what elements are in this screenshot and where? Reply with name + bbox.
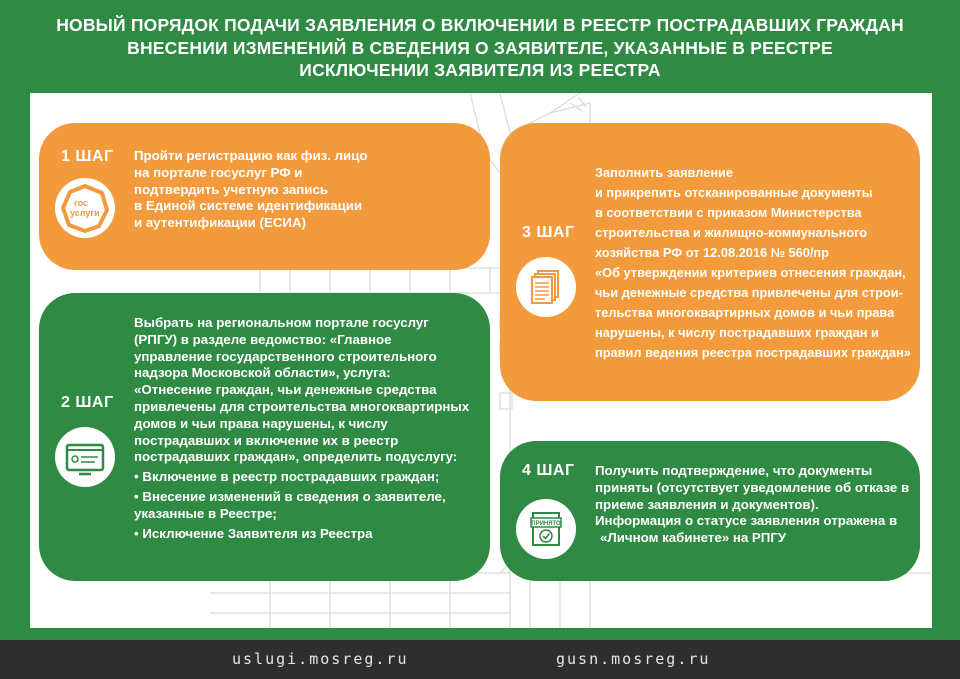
step-2-line: указанные в Реестре;: [134, 505, 277, 521]
step-3-line: тельства многоквартирных домов и чьи права: [595, 305, 895, 320]
step-1-card: [39, 123, 490, 270]
step-3-line: в соответствии с приказом Министерства: [595, 205, 862, 220]
step-1-line: подтвердить учетную запись: [134, 181, 329, 197]
step-3-line: правил ведения реестра пострадавших граждан»: [595, 345, 911, 360]
title-line-2: ВНЕСЕНИИ ИЗМЕНЕНИЙ В СВЕДЕНИЯ О ЗАЯВИТЕЛЕ, УКАЗАННЫЕ В РЕЕСТРЕ: [127, 37, 833, 58]
step-2-label: 2 ШАГ: [61, 394, 114, 411]
step-1-line: в Единой системе идентификации: [134, 198, 363, 214]
step-2-line: пострадавших и включение их в реестр: [134, 432, 399, 448]
step-4-line: Информация о статусе заявления отражена в: [595, 513, 898, 529]
step-3-text: [595, 163, 911, 363]
step-3-card: [500, 123, 920, 401]
step-4-line: «Личном кабинете» на РПГУ: [600, 530, 787, 546]
page-title: [0, 14, 960, 82]
step-4-line: приняты (отсутствует уведомление об отказе в: [595, 479, 910, 495]
step-3-line: Заполнить заявление: [595, 165, 734, 180]
step-2-card: [39, 293, 490, 581]
footer-link-gusn[interactable]: gusn.mosreg.ru: [556, 650, 711, 668]
step-2-line: управление государственного строительного: [134, 348, 437, 364]
step-3-line: и прикрепить отсканированные документы: [595, 185, 873, 200]
footer-link-uslugi[interactable]: uslugi.mosreg.ru: [232, 650, 409, 668]
step-1-line: Пройти регистрацию как физ. лицо: [134, 148, 368, 163]
step-4-line: приеме заявления и документов).: [595, 496, 819, 512]
documents-icon: [516, 257, 576, 317]
step-4-card: [500, 441, 920, 581]
step-3-line: строительства и жилищно-коммунального: [595, 225, 868, 240]
title-line-1: НОВЫЙ ПОРЯДОК ПОДАЧИ ЗАЯВЛЕНИЯ О ВКЛЮЧЕНИИ В РЕЕСТР ПОСТРАДАВШИХ ГРАЖДАН: [56, 15, 904, 35]
step-3-line: нарушены, к числу пострадавших граждан и: [595, 325, 879, 340]
step-2-bullet: • Включение в реестр пострадавших граждан;: [134, 469, 440, 485]
step-2-bullet: • Исключение Заявителя из Реестра: [134, 525, 373, 541]
step-2-text: [134, 315, 469, 542]
stamp-text: ПРИНЯТО: [531, 521, 561, 527]
step-2-bullet: • Внесение изменений в сведения о заявителе,: [134, 488, 446, 504]
step-3-line: чьи денежные средства привлечены для строи-: [595, 285, 903, 300]
step-2-line: домов и чьи права нарушены, к числу: [134, 415, 388, 431]
content-panel: [30, 93, 932, 628]
step-2-line: пострадавших граждан», определить подуслугу:: [134, 449, 458, 465]
step-2-line: (РПГУ) в разделе ведомство: «Главное: [134, 331, 392, 347]
step-2-line: надзора Московской области», услуга:: [134, 365, 391, 381]
step-1-text: [134, 148, 368, 232]
step-3-line: хозяйства РФ от 12.08.2016 № 560/пр: [595, 245, 829, 260]
monitor-icon: [55, 427, 115, 487]
step-3-line: «Об утверждении критериев отнесения граждан,: [595, 265, 906, 280]
step-4-text: [595, 463, 909, 547]
step-1-line: на портале госуслуг РФ и: [134, 164, 303, 180]
step-2-line: Выбрать на региональном портале госуслуг: [134, 315, 429, 330]
footer: [0, 640, 960, 679]
step-4-line: Получить подтверждение, что документы: [595, 463, 873, 478]
step-1-line: и аутентификации (ЕСИА): [134, 215, 307, 231]
step-3-label: 3 ШАГ: [522, 224, 575, 241]
step-4-label: 4 ШАГ: [522, 462, 575, 479]
accepted-stamp-icon: [516, 499, 576, 559]
step-2-line: «Отнесение граждан, чьи денежные средства: [134, 382, 437, 398]
gosuslugi-icon: [55, 178, 115, 238]
gosuslugi-gos-text: гос: [74, 198, 89, 208]
gosuslugi-uslugi-text: услуги: [70, 208, 100, 218]
step-1-label: 1 ШАГ: [61, 148, 114, 165]
title-line-3: ИСКЛЮЧЕНИИ ЗАЯВИТЕЛЯ ИЗ РЕЕСТРА: [299, 60, 661, 80]
step-2-line: привлечены для строительства многоквартирных: [134, 398, 470, 414]
